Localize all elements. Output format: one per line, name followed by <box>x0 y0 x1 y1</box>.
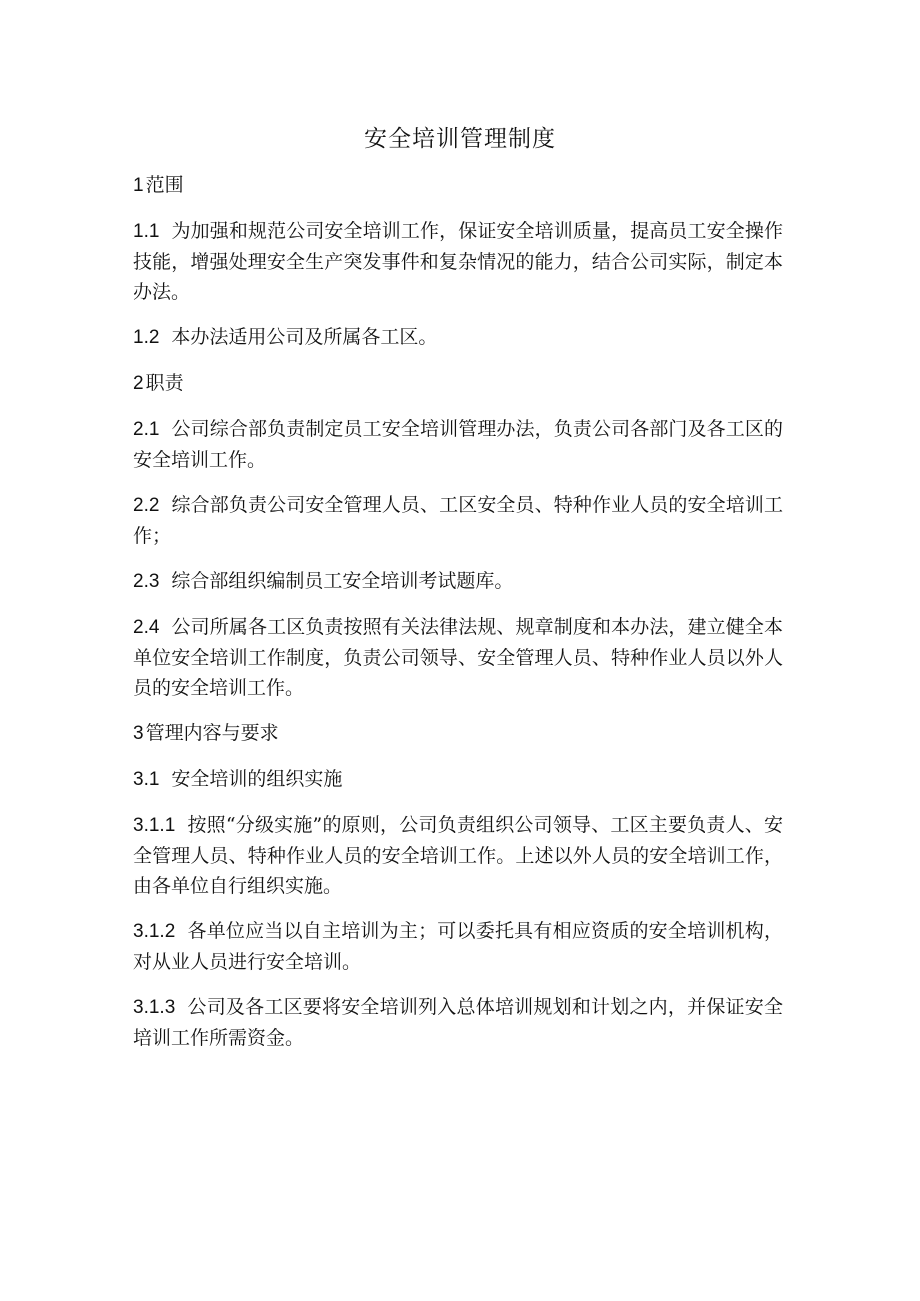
paragraph-number: 2.2 <box>133 495 160 516</box>
paragraph-number: 3.1.2 <box>133 921 176 942</box>
document-body <box>133 170 783 1068</box>
paragraph-number: 2.1 <box>133 419 160 440</box>
paragraph <box>133 764 783 795</box>
paragraph-text: 安全培训的组织实施 <box>171 768 343 790</box>
paragraph-text: 各单位应当以自主培训为主；可以委托具有相应资质的安全培训机构，对从业人员进行安全培训。 <box>133 920 783 973</box>
paragraph-text: 公司所属各工区负责按照有关法律法规、规章制度和本办法，建立健全本单位安全培训工作制度，负责公司领导、安全管理人员、特种作业人员以外人员的安全培训工作。 <box>133 616 783 699</box>
paragraph <box>133 216 783 307</box>
paragraph <box>133 612 783 703</box>
section-heading <box>133 368 783 399</box>
paragraph <box>133 992 783 1053</box>
paragraph-text: 公司及各工区要将安全培训列入总体培训规划和计划之内，并保证安全培训工作所需资金。 <box>133 996 783 1049</box>
paragraph <box>133 490 783 551</box>
section-heading <box>133 170 783 201</box>
paragraph-number: 3 <box>133 723 144 744</box>
paragraph-number: 1.1 <box>133 221 160 242</box>
paragraph-number: 3.1.1 <box>133 815 176 836</box>
paragraph <box>133 414 783 475</box>
paragraph-text: 职责 <box>145 372 184 394</box>
paragraph-text: 综合部组织编制员工安全培训考试题库。 <box>171 570 514 592</box>
paragraph-number: 3.1 <box>133 769 160 790</box>
paragraph-number: 2 <box>133 373 144 394</box>
paragraph <box>133 810 783 901</box>
paragraph <box>133 566 783 597</box>
section-heading <box>133 718 783 749</box>
paragraph-text: 综合部负责公司安全管理人员、工区安全员、特种作业人员的安全培训工作； <box>133 494 783 547</box>
paragraph-text: 按照“分级实施”的原则，公司负责组织公司领导、工区主要负责人、安全管理人员、特种作业人员的安全培训工作。上述以外人员的安全培训工作，由各单位自行组织实施。 <box>133 814 783 897</box>
paragraph-text: 管理内容与要求 <box>145 722 279 744</box>
document-title: 安全培训管理制度 <box>364 126 556 152</box>
paragraph-text: 公司综合部负责制定员工安全培训管理办法，负责公司各部门及各工区的安全培训工作。 <box>133 418 783 471</box>
paragraph <box>133 322 783 353</box>
paragraph-number: 3.1.3 <box>133 997 176 1018</box>
paragraph-number: 1.2 <box>133 327 160 348</box>
paragraph-number: 2.4 <box>133 617 160 638</box>
paragraph-text: 本办法适用公司及所属各工区。 <box>171 326 438 348</box>
paragraph-number: 2.3 <box>133 571 160 592</box>
paragraph <box>133 916 783 977</box>
paragraph-text: 范围 <box>145 174 184 196</box>
paragraph-text: 为加强和规范公司安全培训工作，保证安全培训质量，提高员工安全操作技能，增强处理安全生产突发事件和复杂情况的能力，结合公司实际，制定本办法。 <box>133 220 783 303</box>
paragraph-number: 1 <box>133 175 144 196</box>
